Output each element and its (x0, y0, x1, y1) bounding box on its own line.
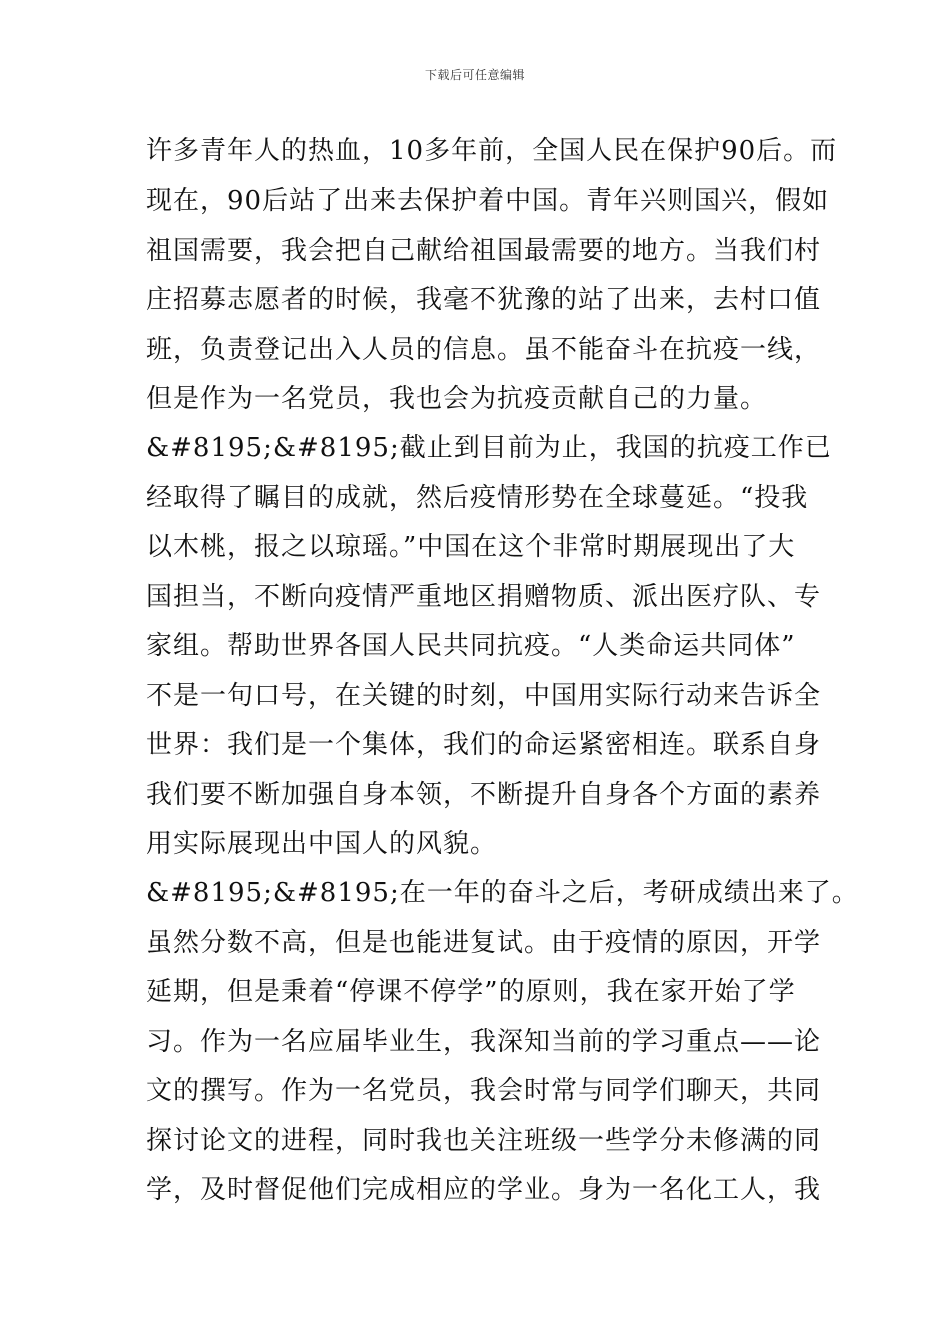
body-line: 但是作为一名党员，我也会为抗疫贡献自己的力量。 (146, 384, 768, 414)
body-line: 许多青年人的热血，10多年前，全国人民在保护90后。而 (146, 136, 838, 166)
body-line: 庄招募志愿者的时候，我毫不犹豫的站了出来，去村口值 (146, 285, 822, 315)
body-line: 习。作为一名应届毕业生，我深知当前的学习重点——论 (146, 1027, 822, 1057)
body-line: 经取得了瞩目的成就，然后疫情形势在全球蔓延。“投我 (146, 483, 809, 513)
body-line: 国担当，不断向疫情严重地区捐赠物质、派出医疗队、专 (146, 582, 822, 612)
page-header: 下载后可任意编辑 (424, 68, 525, 82)
body-line: 用实际展现出中国人的风貌。 (146, 829, 498, 859)
body-line: 世界：我们是一个集体，我们的命运紧密相连。联系自身 (146, 730, 822, 760)
body-line: 文的撰写。作为一名党员，我会时常与同学们聊天，共同 (146, 1076, 822, 1106)
body-line: &#8195;&#8195;截止到目前为止，我国的抗疫工作已 (146, 433, 832, 463)
body-line: 家组。帮助世界各国人民共同抗疫。“人类命运共同体” (146, 631, 796, 661)
body-line: 祖国需要，我会把自己献给祖国最需要的地方。当我们村 (146, 236, 822, 266)
body-line: 探讨论文的进程，同时我也关注班级一些学分未修满的同 (146, 1126, 822, 1156)
body-line: 不是一句口号，在关键的时刻，中国用实际行动来告诉全 (146, 681, 822, 711)
body-line: 虽然分数不高，但是也能进复试。由于疫情的原因，开学 (146, 928, 822, 958)
body-line: 班，负责登记出入人员的信息。虽不能奋斗在抗疫一线， (146, 335, 822, 365)
body-line: 延期，但是秉着“停课不停学”的原则，我在家开始了学 (146, 977, 796, 1007)
body-line: &#8195;&#8195;在一年的奋斗之后，考研成绩出来了。 (146, 878, 859, 908)
body-line: 我们要不断加强自身本领，不断提升自身各个方面的素养 (146, 780, 822, 810)
body-line: 现在，90后站了出来去保护着中国。青年兴则国兴，假如 (146, 186, 830, 216)
body-line: 以木桃，报之以琼瑶。”中国在这个非常时期展现出了大 (146, 532, 796, 562)
body-line: 学，及时督促他们完成相应的学业。身为一名化工人，我 (146, 1175, 822, 1205)
